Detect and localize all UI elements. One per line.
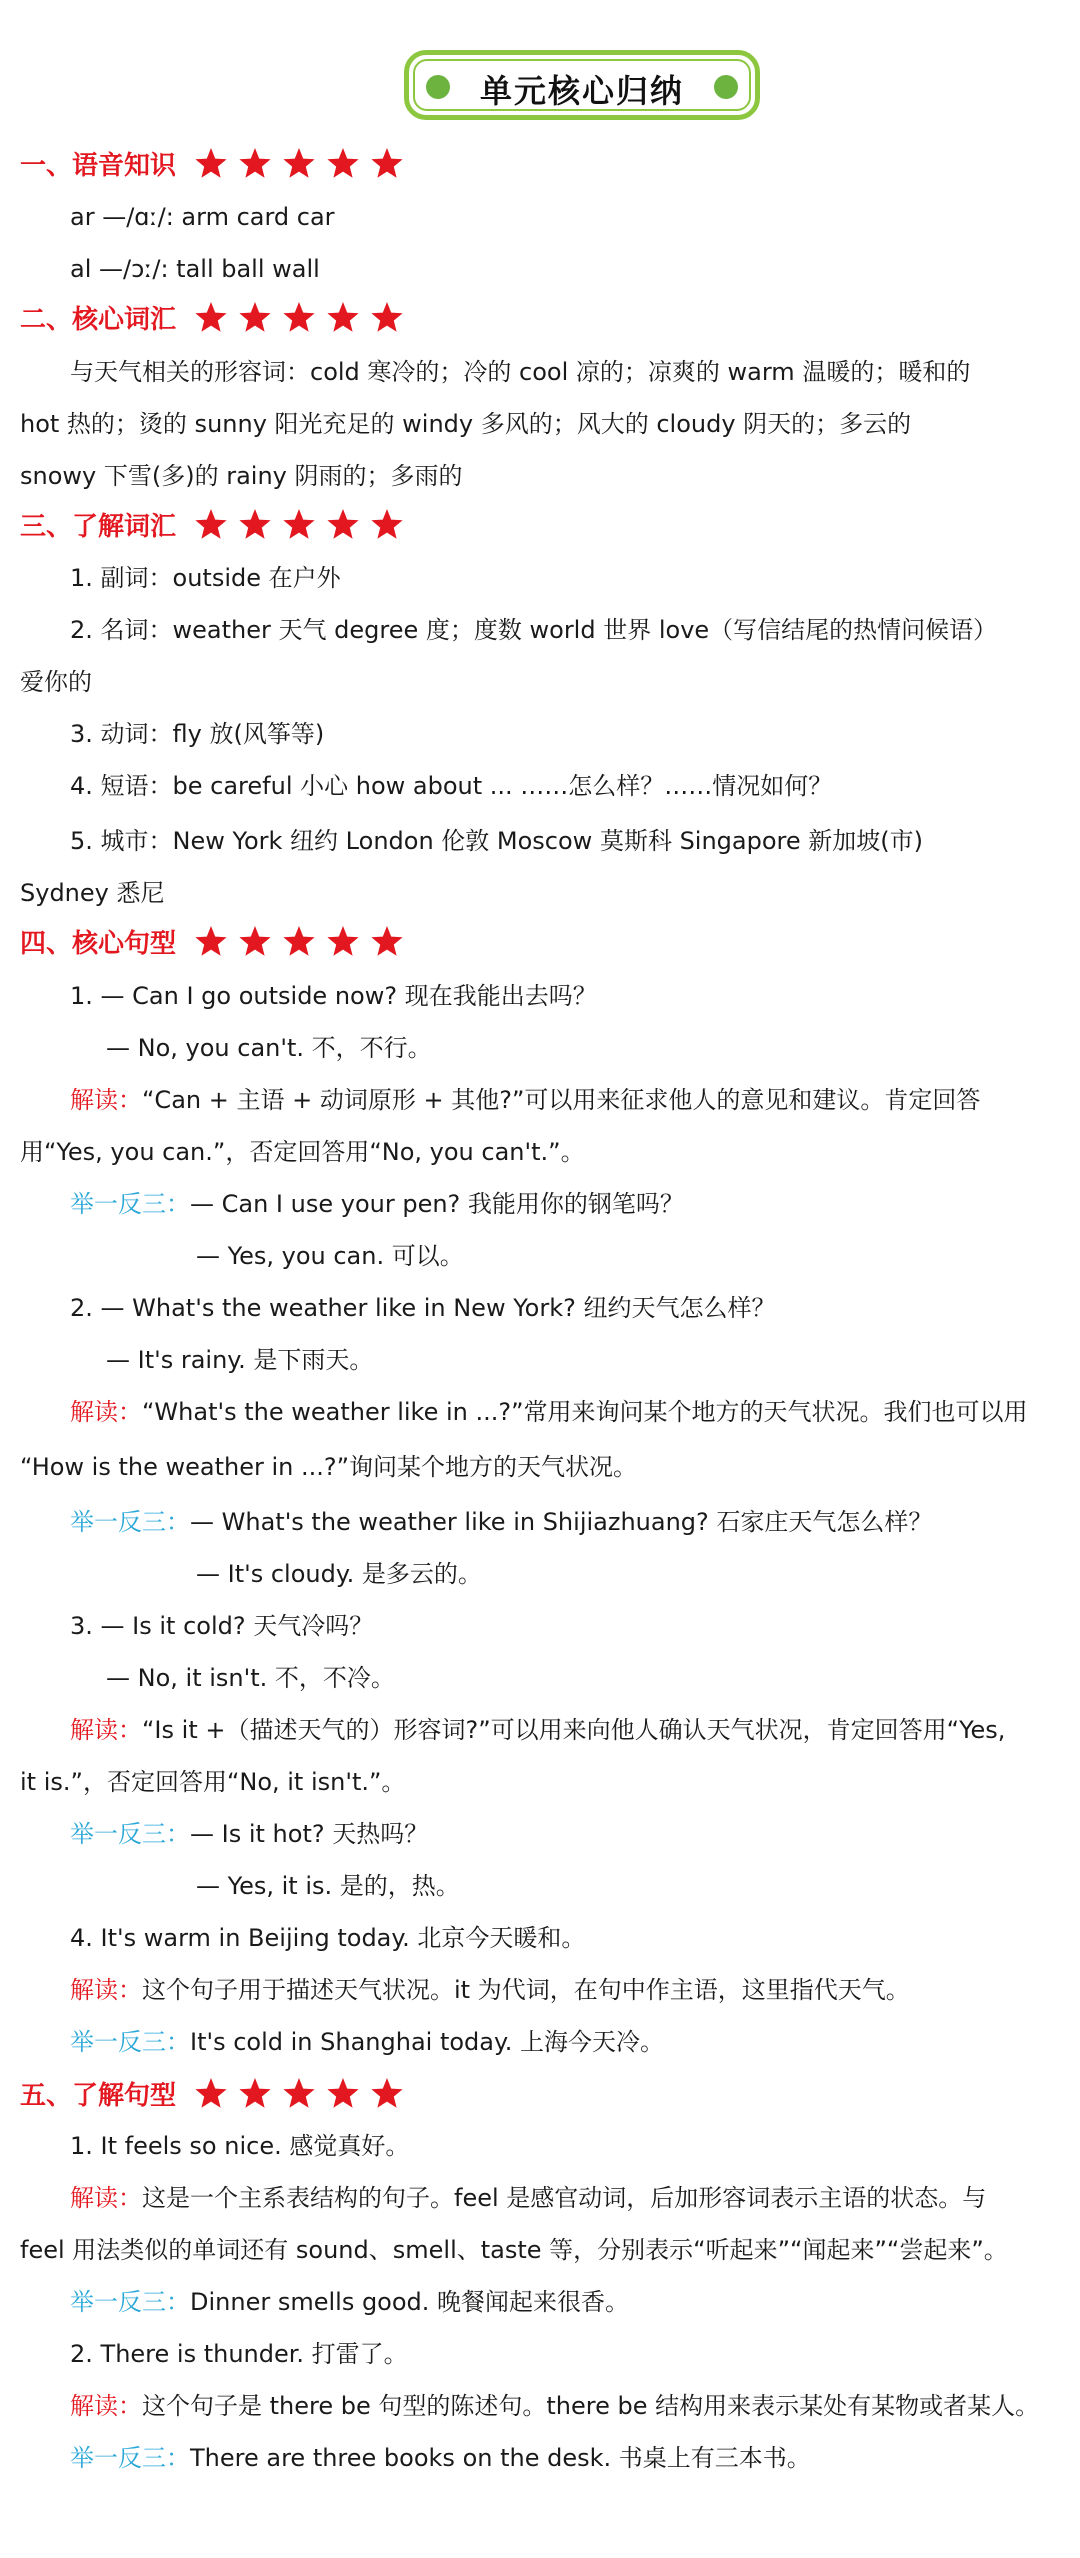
text-line: 1. It feels so nice. 感觉真好。 — [70, 2132, 410, 2160]
juyi-label: 举一反三： — [70, 2444, 190, 2472]
star-icon — [238, 300, 272, 334]
text-line: 举一反三：There are three books on the desk. 书桌上有三本书。 — [70, 2444, 811, 2472]
text-line: 举一反三：— Can I use your pen? 我能用你的钢笔吗？ — [70, 1190, 684, 1218]
jiedu-label: 解读： — [70, 2392, 142, 2420]
star-icon — [194, 300, 228, 334]
star-icon — [370, 924, 404, 958]
text-line: 解读：这个句子是 there be 句型的陈述句。there be 结构用来表示某处有某物或者某人。 — [70, 2392, 1040, 2420]
section-heading: 二、核心词汇 — [20, 297, 414, 337]
jiedu-label: 解读： — [70, 1086, 142, 1114]
jiedu-label: 解读： — [70, 2184, 142, 2212]
text-line: — Yes, it is. 是的，热。 — [196, 1872, 460, 1900]
star-icon — [326, 924, 360, 958]
section-heading: 一、语音知识 — [20, 143, 414, 183]
star-icon — [370, 2076, 404, 2110]
page-title: 单元核心归纳 — [479, 72, 684, 110]
text-line: 2. There is thunder. 打雷了。 — [70, 2340, 408, 2368]
star-rating — [194, 924, 414, 958]
text-line: 1. — Can I go outside now? 现在我能出去吗？ — [70, 982, 597, 1010]
text-line: 4. It's warm in Beijing today. 北京今天暖和。 — [70, 1924, 586, 1952]
star-icon — [194, 507, 228, 541]
text-line: — It's cloudy. 是多云的。 — [196, 1560, 482, 1588]
text-line: 解读：这个句子用于描述天气状况。it 为代词，在句中作主语，这里指代天气。 — [70, 1976, 910, 2004]
star-icon — [370, 507, 404, 541]
text-line: 3. 动词：fly 放(风筝等) — [70, 720, 325, 748]
star-icon — [238, 924, 272, 958]
text-line: — Yes, you can. 可以。 — [196, 1242, 464, 1270]
juyi-label: 举一反三： — [70, 2028, 190, 2056]
text-line: feel 用法类似的单词还有 sound、smell、taste 等，分别表示“听起来”“闻起来”“尝起来”。 — [20, 2236, 1008, 2264]
section-heading: 四、核心句型 — [20, 921, 414, 961]
star-icon — [370, 146, 404, 180]
text-line: it is.”，否定回答用“No, it isn't.”。 — [20, 1768, 406, 1796]
text-line: “How is the weather in ...?”询问某个地方的天气状况。 — [20, 1453, 638, 1481]
jiedu-label: 解读： — [70, 1976, 142, 2004]
star-icon — [326, 2076, 360, 2110]
text-line: — No, you can't. 不，不行。 — [106, 1034, 432, 1062]
text-line: 解读：“Is it +（描述天气的）形容词?”可以用来向他人确认天气状况，肯定回答用“Yes, — [70, 1716, 1006, 1744]
text-line: — No, it isn't. 不，不冷。 — [106, 1664, 395, 1692]
star-icon — [194, 2076, 228, 2110]
section-heading: 三、了解词汇 — [20, 504, 414, 544]
star-rating — [194, 300, 414, 334]
star-icon — [282, 507, 316, 541]
text-line: 解读：“What's the weather like in ...?”常用来询问某个地方的天气状况。我们也可以用 — [70, 1398, 1028, 1426]
star-icon — [326, 507, 360, 541]
jiedu-label: 解读： — [70, 1716, 142, 1744]
text-line: Sydney 悉尼 — [20, 879, 165, 907]
star-icon — [194, 146, 228, 180]
star-icon — [238, 146, 272, 180]
star-rating — [194, 146, 414, 180]
star-icon — [282, 146, 316, 180]
text-line: 用“Yes, you can.”，否定回答用“No, you can't.”。 — [20, 1138, 585, 1166]
section-heading: 五、了解句型 — [20, 2073, 414, 2113]
star-rating — [194, 507, 414, 541]
star-icon — [282, 300, 316, 334]
text-line: 1. 副词：outside 在户外 — [70, 564, 341, 592]
star-icon — [238, 507, 272, 541]
juyi-label: 举一反三： — [70, 2288, 190, 2316]
text-line: 爱你的 — [20, 668, 92, 696]
juyi-label: 举一反三： — [70, 1820, 190, 1848]
juyi-label: 举一反三： — [70, 1190, 190, 1218]
text-line: 解读：“Can + 主语 + 动词原形 + 其他?”可以用来征求他人的意见和建议。肯定回答 — [70, 1086, 981, 1114]
jiedu-label: 解读： — [70, 1398, 142, 1426]
text-line: 3. — Is it cold? 天气冷吗？ — [70, 1612, 374, 1640]
juyi-label: 举一反三： — [70, 1508, 190, 1536]
text-line: 5. 城市：New York 纽约 London 伦敦 Moscow 莫斯科 Singapore 新加坡(市) — [70, 827, 924, 855]
star-icon — [282, 2076, 316, 2110]
star-icon — [326, 300, 360, 334]
text-line: — It's rainy. 是下雨天。 — [106, 1346, 374, 1374]
title-banner — [404, 50, 760, 120]
text-line: hot 热的；烫的 sunny 阳光充足的 windy 多风的；风大的 cloudy 阴天的；多云的 — [20, 410, 912, 438]
text-line: al —/ɔː/: tall ball wall — [70, 255, 320, 283]
text-line: 举一反三：— Is it hot? 天热吗？ — [70, 1820, 429, 1848]
text-line: snowy 下雪(多)的 rainy 阴雨的；多雨的 — [20, 462, 463, 490]
text-line: 2. 名词：weather 天气 degree 度；度数 world 世界 love（写信结尾的热情问候语） — [70, 616, 998, 644]
text-line: 4. 短语：be careful 小心 how about ... ……怎么样？……情况如何？ — [70, 772, 833, 800]
text-line: 举一反三：It's cold in Shanghai today. 上海今天冷。 — [70, 2028, 665, 2056]
star-icon — [326, 146, 360, 180]
text-line: 2. — What's the weather like in New York? 纽约天气怎么样？ — [70, 1294, 776, 1322]
star-icon — [194, 924, 228, 958]
star-icon — [238, 2076, 272, 2110]
text-line: 与天气相关的形容词：cold 寒冷的；冷的 cool 凉的；凉爽的 warm 温暖的；暖和的 — [70, 358, 971, 386]
star-rating — [194, 2076, 414, 2110]
star-icon — [282, 924, 316, 958]
text-line: 举一反三：— What's the weather like in Shijiazhuang? 石家庄天气怎么样？ — [70, 1508, 933, 1536]
text-line: ar —/ɑː/: arm card car — [70, 203, 335, 231]
star-icon — [370, 300, 404, 334]
text-line: 举一反三：Dinner smells good. 晚餐闻起来很香。 — [70, 2288, 630, 2316]
text-line: 解读：这是一个主系表结构的句子。feel 是感官动词，后加形容词表示主语的状态。与 — [70, 2184, 987, 2212]
